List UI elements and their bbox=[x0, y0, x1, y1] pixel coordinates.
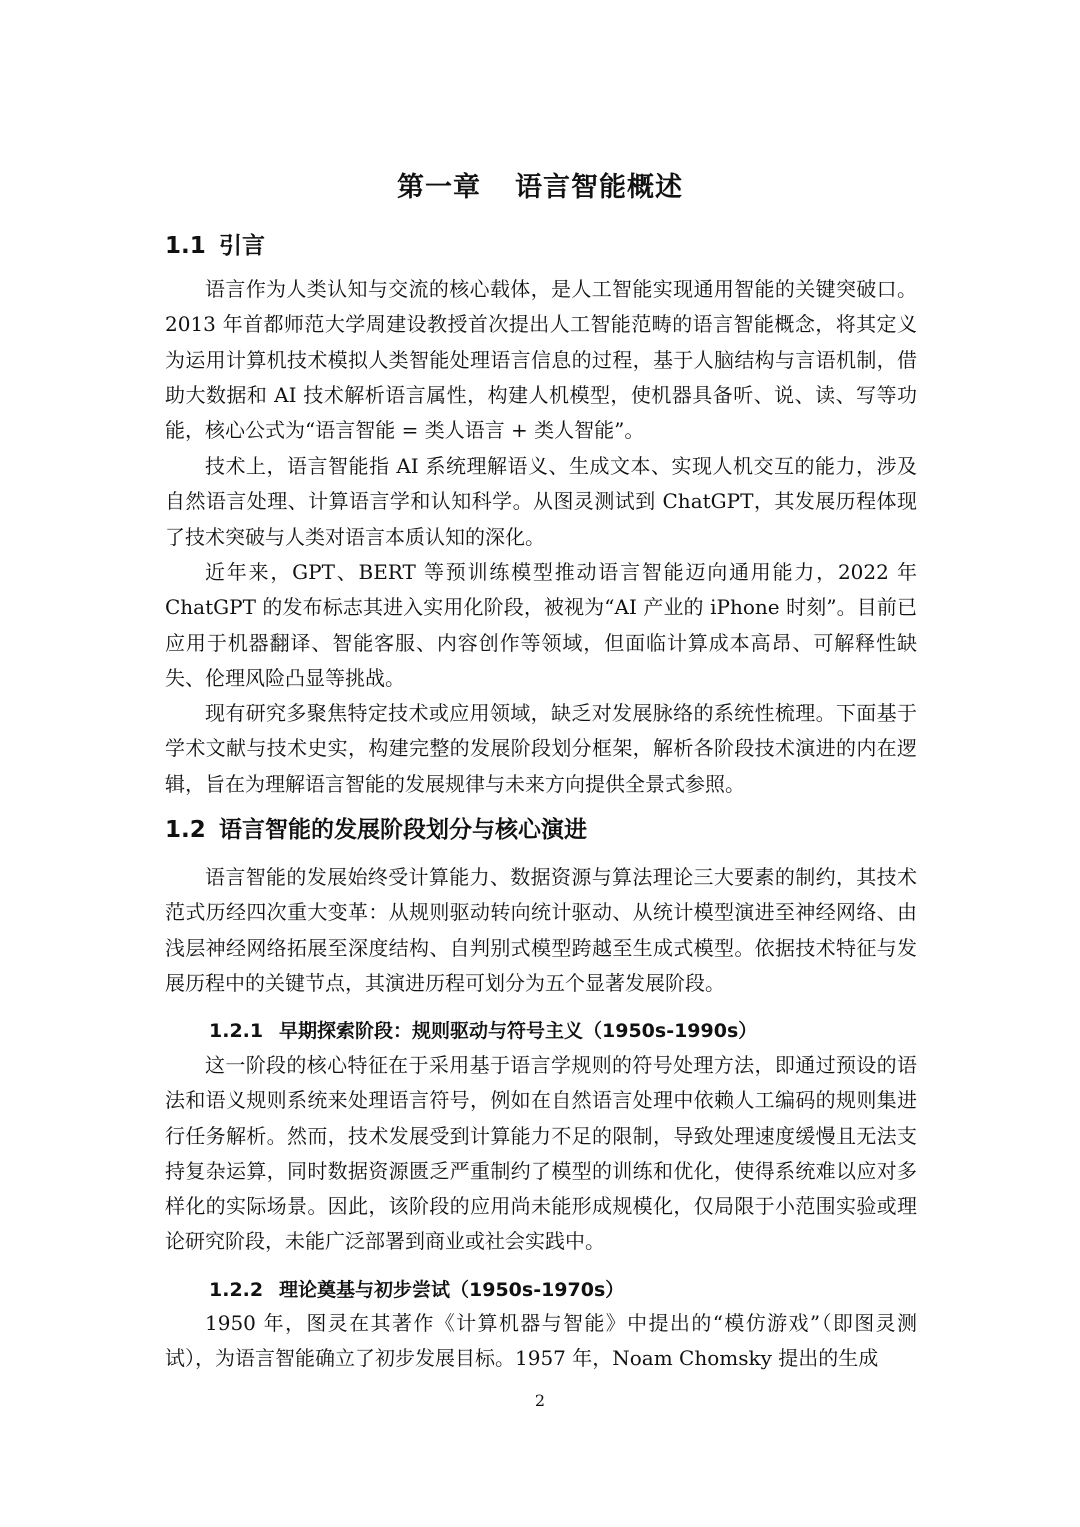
section-title: 引言 bbox=[219, 233, 265, 259]
section-title: 语言智能的发展阶段划分与核心演进 bbox=[219, 817, 587, 843]
paragraph: 语言智能的发展始终受计算能力、数据资源与算法理论三大要素的制约，其技术范式历经四次重大变革：从规则驱动转向统计驱动、从统计模型演进至神经网络、由浅层神经网络拓展至深度结构、自判别式模型跨越至生成式模型。依据技术特征与发展历程中的关键节点，其演进历程可划分为五个显著发展阶段。 bbox=[165, 865, 917, 995]
subsection-number: 1.2.1 bbox=[209, 1020, 264, 1042]
chapter-title bbox=[0, 168, 1080, 208]
section-heading-intro bbox=[165, 228, 925, 264]
paragraph: 近年来，GPT、BERT 等预训练模型推动语言智能迈向通用能力，2022 年 ChatGPT 的发布标志其进入实用化阶段，被视为“AI 产业的 iPhone 时刻”。目前已应用于机器翻译、智能客服、内容创作等领域，但面临计算成本高昂、可解释性缺失、伦理风险凸显等挑战。 bbox=[165, 560, 917, 690]
section-heading-stages bbox=[165, 812, 925, 848]
chapter-name: 语言智能概述 bbox=[515, 172, 683, 203]
section-number: 1.1 bbox=[165, 233, 206, 259]
paragraph: 技术上，语言智能指 AI 系统理解语义、生成文本、实现人机交互的能力，涉及自然语言处理、计算语言学和认知科学。从图灵测试到 ChatGPT，其发展历程体现了技术突破与人类对语言本质认知的深化。 bbox=[165, 454, 917, 549]
subsection-title: 理论奠基与初步尝试（1950s-1970s） bbox=[279, 1279, 625, 1301]
subsection-title: 早期探索阶段：规则驱动与符号主义（1950s-1990s） bbox=[279, 1020, 758, 1042]
subsection-heading-early bbox=[209, 1015, 929, 1047]
paragraph: 这一阶段的核心特征在于采用基于语言学规则的符号处理方法，即通过预设的语法和语义规则系统来处理语言符号，例如在自然语言处理中依赖人工编码的规则集进行任务解析。然而，技术发展受到计算能力不足的限制，导致处理速度缓慢且无法支持复杂运算，同时数据资源匮乏严重制约了模型的训练和优化，使得系统难以应对多样化的实际场景。因此，该阶段的应用尚未能形成规模化，仅局限于小范围实验或理论研究阶段，未能广泛部署到商业或社会实践中。 bbox=[165, 1053, 917, 1254]
chapter-label: 第一章 bbox=[397, 172, 481, 203]
subsection-number: 1.2.2 bbox=[209, 1279, 264, 1301]
page-number: 2 bbox=[534, 1391, 546, 1410]
paragraph: 语言作为人类认知与交流的核心载体，是人工智能实现通用智能的关键突破口。2013 年首都师范大学周建设教授首次提出人工智能范畴的语言智能概念，将其定义为运用计算机技术模拟人类智能处理语言信息的过程，基于人脑结构与言语机制，借助大数据和 AI 技术解析语言属性，构建人机模型，使机器具备听、说、读、写等功能，核心公式为“语言智能 = 类人语言 + 类人智能”。 bbox=[165, 277, 917, 443]
section-number: 1.2 bbox=[165, 817, 206, 843]
paragraph: 现有研究多聚焦特定技术或应用领域，缺乏对发展脉络的系统性梳理。下面基于学术文献与技术史实，构建完整的发展阶段划分框架，解析各阶段技术演进的内在逻辑，旨在为理解语言智能的发展规律与未来方向提供全景式参照。 bbox=[165, 701, 917, 796]
subsection-heading-theory bbox=[209, 1274, 929, 1306]
paragraph: 1950 年，图灵在其著作《计算机器与智能》中提出的“模仿游戏”（即图灵测试），为语言智能确立了初步发展目标。1957 年，Noam Chomsky 提出的生成 bbox=[165, 1311, 917, 1371]
